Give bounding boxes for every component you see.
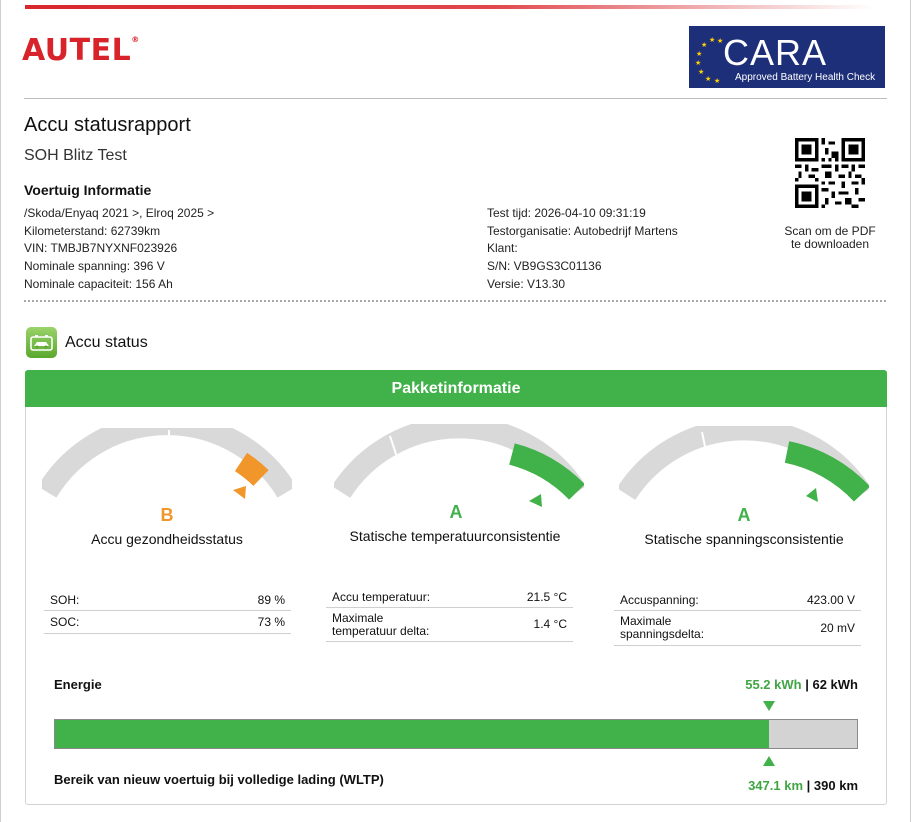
qr-caption-line2: te downloaden	[790, 237, 870, 251]
temperature-delta-label	[332, 612, 429, 638]
range-label: Bereik van nieuw voertuig bij volledige lading (WLTP)	[54, 772, 384, 787]
temperature-delta-label-line2: temperatuur delta:	[332, 623, 430, 638]
energy-bar	[54, 719, 858, 749]
voltage-delta-label	[620, 615, 704, 641]
voltage-delta-label-line1: Maximale	[620, 614, 672, 628]
voltage-grade: A	[737, 505, 751, 525]
energy-separator: |	[805, 677, 809, 692]
range-total: 390 km	[813, 778, 858, 793]
range-marker-icon	[763, 756, 775, 766]
voltage-gauge-pointer	[806, 488, 818, 502]
health-gauge-segment	[241, 462, 261, 478]
temperature-gauge-label: Statische temperatuurconsistentie	[349, 528, 561, 544]
vehicle-model: /Skoda/Enyaq 2021 >, Elroq 2025 >	[24, 206, 215, 220]
voltage-gauge-label: Statische spanningsconsistentie	[644, 531, 844, 547]
voltage-value: 423.00 V	[806, 592, 855, 607]
voltage-delta-row	[614, 611, 861, 646]
svg-text:★: ★	[709, 36, 716, 44]
voltage-delta-label-line2: spanningsdelta:	[620, 627, 705, 641]
energy-current: 55.2 kWh	[745, 677, 802, 692]
voltage-label: Accuspanning:	[620, 592, 699, 607]
vehicle-section-title: Voertuig Informatie	[24, 182, 152, 198]
nominal-capacity: Nominale capaciteit: 156 Ah	[24, 276, 173, 291]
svg-text:★: ★	[717, 37, 724, 45]
test-client: Klant:	[487, 241, 518, 256]
svg-text:★: ★	[696, 50, 703, 58]
energy-values	[745, 677, 858, 692]
temperature-gauge	[334, 424, 584, 514]
registered-mark: ®	[131, 35, 140, 44]
svg-text:★: ★	[695, 59, 702, 67]
test-serial: S/N: VB9GS3C01136	[487, 259, 602, 274]
soc-label: SOC:	[50, 615, 80, 629]
temperature-metrics	[326, 586, 573, 642]
range-values	[748, 778, 858, 793]
soh-label: SOH:	[50, 593, 80, 607]
svg-text:★: ★	[698, 68, 705, 76]
temperature-delta-label-line1: Maximale	[332, 610, 384, 625]
svg-text:★: ★	[705, 75, 712, 83]
vehicle-info	[24, 205, 214, 294]
qr-code-icon[interactable]	[795, 138, 865, 208]
energy-label: Energie	[54, 677, 102, 692]
test-name: SOH Blitz Test	[24, 147, 127, 164]
health-grade: B	[160, 505, 174, 525]
autel-logo-text: AUTEL	[22, 33, 132, 68]
svg-text:★: ★	[714, 77, 721, 84]
energy-marker-icon	[763, 701, 775, 711]
health-metrics	[44, 590, 291, 634]
range-current: 347.1 km	[748, 778, 804, 793]
section-divider	[24, 300, 886, 302]
test-version: Versie: V13.30	[487, 276, 566, 291]
voltage-delta-value: 20 mV	[820, 620, 855, 635]
svg-text:★: ★	[701, 41, 708, 49]
qr-caption	[770, 225, 890, 251]
temperature-delta-row	[326, 608, 573, 642]
energy-total: 62 kWh	[812, 677, 858, 692]
test-time: Test tijd: 2026-04-10 09:31:19	[487, 206, 646, 220]
voltage-metrics	[614, 589, 861, 646]
autel-logo	[22, 33, 140, 68]
header-divider	[24, 98, 887, 99]
soh-value: 89 %	[257, 593, 285, 607]
test-organisation: Testorganisatie: Autobedrijf Martens	[487, 223, 678, 238]
vehicle-vin: VIN: TMBJB7NYXNF023926	[24, 241, 178, 256]
voltage-gauge	[619, 426, 869, 516]
temperature-grade: A	[449, 502, 463, 522]
soc-row	[44, 611, 291, 634]
test-info	[487, 205, 678, 294]
health-gauge-label: Accu gezondheidsstatus	[91, 531, 243, 547]
temperature-gauge-pointer	[529, 494, 542, 507]
voltage-gauge-segment	[787, 452, 862, 494]
energy-bar-fill	[55, 720, 769, 748]
vehicle-mileage: Kilometerstand: 62739km	[24, 223, 161, 238]
temperature-delta-value: 1.4 °C	[533, 617, 567, 631]
cara-badge	[689, 26, 885, 88]
status-title: Accu status	[65, 334, 148, 351]
cara-title: CARA	[723, 32, 828, 73]
page-border-left	[0, 0, 1, 822]
temperature-value: 21.5 °C	[526, 589, 567, 604]
range-separator: |	[806, 778, 811, 793]
top-accent-bar	[25, 5, 875, 9]
panel-header: Pakketinformatie	[25, 370, 887, 407]
temperature-label: Accu temperatuur:	[332, 589, 431, 604]
report-title: Accu statusrapport	[24, 114, 191, 136]
nominal-voltage: Nominale spanning: 396 V	[24, 259, 165, 274]
qr-caption-line1: Scan om de PDF	[784, 224, 876, 238]
temperature-gauge-segment	[512, 454, 577, 492]
soc-value: 73 %	[257, 615, 285, 629]
battery-car-icon	[26, 327, 57, 358]
voltage-row	[614, 589, 861, 611]
temperature-row	[326, 586, 573, 608]
cara-subtitle: Approved Battery Health Check	[735, 72, 876, 83]
soh-row	[44, 590, 291, 611]
health-gauge-pointer	[233, 486, 246, 499]
